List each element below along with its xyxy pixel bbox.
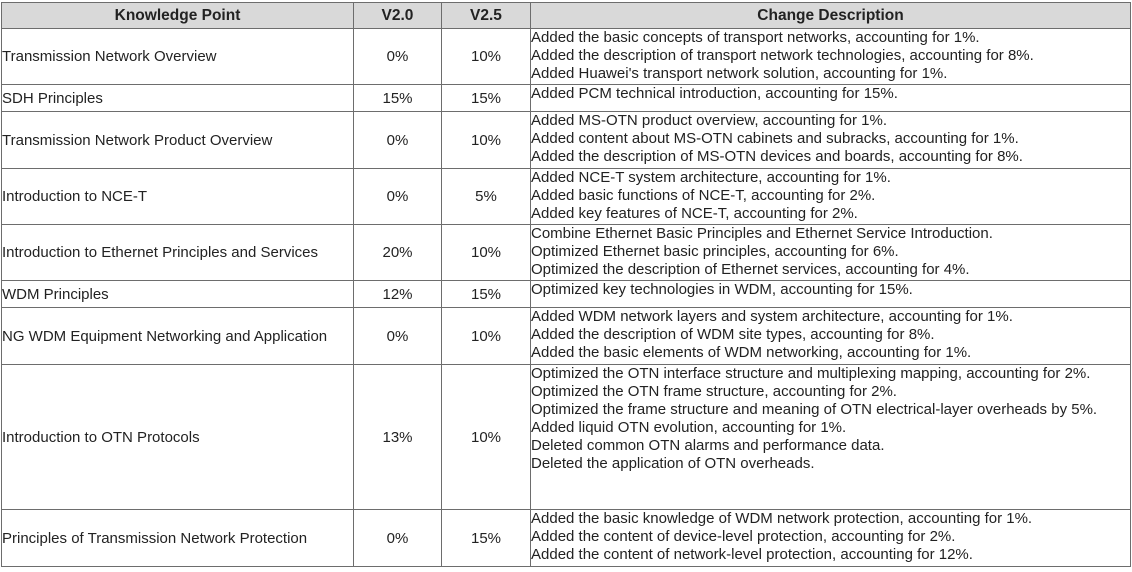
change-description-line: Added the basic concepts of transport networks, accounting for 1%. <box>531 29 980 46</box>
v25-cell: 15% <box>442 85 531 112</box>
table-row <box>2 112 1131 169</box>
knowledge-point-cell: SDH Principles <box>2 85 354 112</box>
change-description-line: Deleted the application of OTN overheads. <box>531 455 815 472</box>
change-description-cell <box>531 225 1131 281</box>
knowledge-point-cell: Introduction to Ethernet Principles and Services <box>2 225 354 281</box>
change-description-line: Added the description of WDM site types, accounting for 8%. <box>531 326 935 343</box>
v20-cell: 15% <box>354 85 442 112</box>
table-row <box>2 365 1131 510</box>
change-description-line: Optimized key technologies in WDM, accounting for 15%. <box>531 281 913 298</box>
change-description-line: Added PCM technical introduction, accounting for 15%. <box>531 85 898 102</box>
v20-cell: 0% <box>354 510 442 567</box>
change-description-line: Added the description of transport network technologies, accounting for 8%. <box>531 47 1034 64</box>
change-description-cell <box>531 365 1131 510</box>
table-row <box>2 281 1131 308</box>
v25-cell: 10% <box>442 365 531 510</box>
change-description-line: Added key features of NCE-T, accounting for 2%. <box>531 205 858 222</box>
change-description-line: Added content about MS-OTN cabinets and subracks, accounting for 1%. <box>531 130 1019 147</box>
change-description-line: Added NCE-T system architecture, accounting for 1%. <box>531 169 891 186</box>
knowledge-point-cell: WDM Principles <box>2 281 354 308</box>
header-knowledge-point: Knowledge Point <box>2 3 354 29</box>
change-description-line: Added liquid OTN evolution, accounting for 1%. <box>531 419 847 436</box>
header-v25: V2.5 <box>442 3 531 29</box>
table-row <box>2 510 1131 567</box>
knowledge-point-cell: Transmission Network Overview <box>2 29 354 85</box>
change-description-cell <box>531 281 1131 308</box>
v25-cell: 10% <box>442 29 531 85</box>
change-description-cell <box>531 510 1131 567</box>
change-description-line: Added the content of network-level protection, accounting for 12%. <box>531 546 973 563</box>
change-description-line: Optimized the OTN frame structure, accounting for 2%. <box>531 383 897 400</box>
header-v20: V2.0 <box>354 3 442 29</box>
v25-cell: 15% <box>442 510 531 567</box>
knowledge-point-cell: Transmission Network Product Overview <box>2 112 354 169</box>
v20-cell: 0% <box>354 112 442 169</box>
change-description-line: Deleted common OTN alarms and performance data. <box>531 437 885 454</box>
knowledge-point-cell: Principles of Transmission Network Protection <box>2 510 354 567</box>
table-body <box>2 29 1131 567</box>
v20-cell: 0% <box>354 169 442 225</box>
v20-cell: 0% <box>354 29 442 85</box>
table-row <box>2 225 1131 281</box>
table-row <box>2 308 1131 365</box>
change-description-line: Optimized the frame structure and meaning of OTN electrical-layer overheads by 5%. <box>531 401 1098 418</box>
v25-cell: 10% <box>442 112 531 169</box>
knowledge-point-table <box>1 2 1131 567</box>
change-description-cell <box>531 112 1131 169</box>
change-description-line: Added Huawei's transport network solution, accounting for 1%. <box>531 65 948 82</box>
change-description-line: Added the basic knowledge of WDM network protection, accounting for 1%. <box>531 510 1033 527</box>
change-description-cell <box>531 85 1131 112</box>
v25-cell: 10% <box>442 225 531 281</box>
change-description-cell <box>531 308 1131 365</box>
change-description-line: Combine Ethernet Basic Principles and Ethernet Service Introduction. <box>531 225 993 242</box>
change-description-cell <box>531 29 1131 85</box>
change-description-line: Added WDM network layers and system architecture, accounting for 1%. <box>531 308 1013 325</box>
change-description-cell <box>531 169 1131 225</box>
v20-cell: 20% <box>354 225 442 281</box>
v20-cell: 13% <box>354 365 442 510</box>
table-header-row <box>2 3 1131 29</box>
v25-cell: 15% <box>442 281 531 308</box>
v25-cell: 5% <box>442 169 531 225</box>
table-row <box>2 85 1131 112</box>
knowledge-point-cell: Introduction to OTN Protocols <box>2 365 354 510</box>
knowledge-point-cell: Introduction to NCE-T <box>2 169 354 225</box>
change-description-line: Optimized the description of Ethernet services, accounting for 4%. <box>531 261 970 278</box>
knowledge-point-cell: NG WDM Equipment Networking and Application <box>2 308 354 365</box>
v25-cell: 10% <box>442 308 531 365</box>
change-description-line: Optimized the OTN interface structure and multiplexing mapping, accounting for 2%. <box>531 365 1091 382</box>
change-description-line: Added the description of MS-OTN devices and boards, accounting for 8%. <box>531 148 1023 165</box>
change-description-line: Optimized Ethernet basic principles, accounting for 6%. <box>531 243 899 260</box>
change-description-line: Added MS-OTN product overview, accounting for 1%. <box>531 112 888 129</box>
table-row <box>2 169 1131 225</box>
change-description-line: Added the content of device-level protection, accounting for 2%. <box>531 528 956 545</box>
change-description-line: Added basic functions of NCE-T, accounting for 2%. <box>531 187 876 204</box>
header-change-description: Change Description <box>531 3 1131 29</box>
v20-cell: 0% <box>354 308 442 365</box>
change-description-line: Added the basic elements of WDM networking, accounting for 1%. <box>531 344 972 361</box>
v20-cell: 12% <box>354 281 442 308</box>
table-row <box>2 29 1131 85</box>
